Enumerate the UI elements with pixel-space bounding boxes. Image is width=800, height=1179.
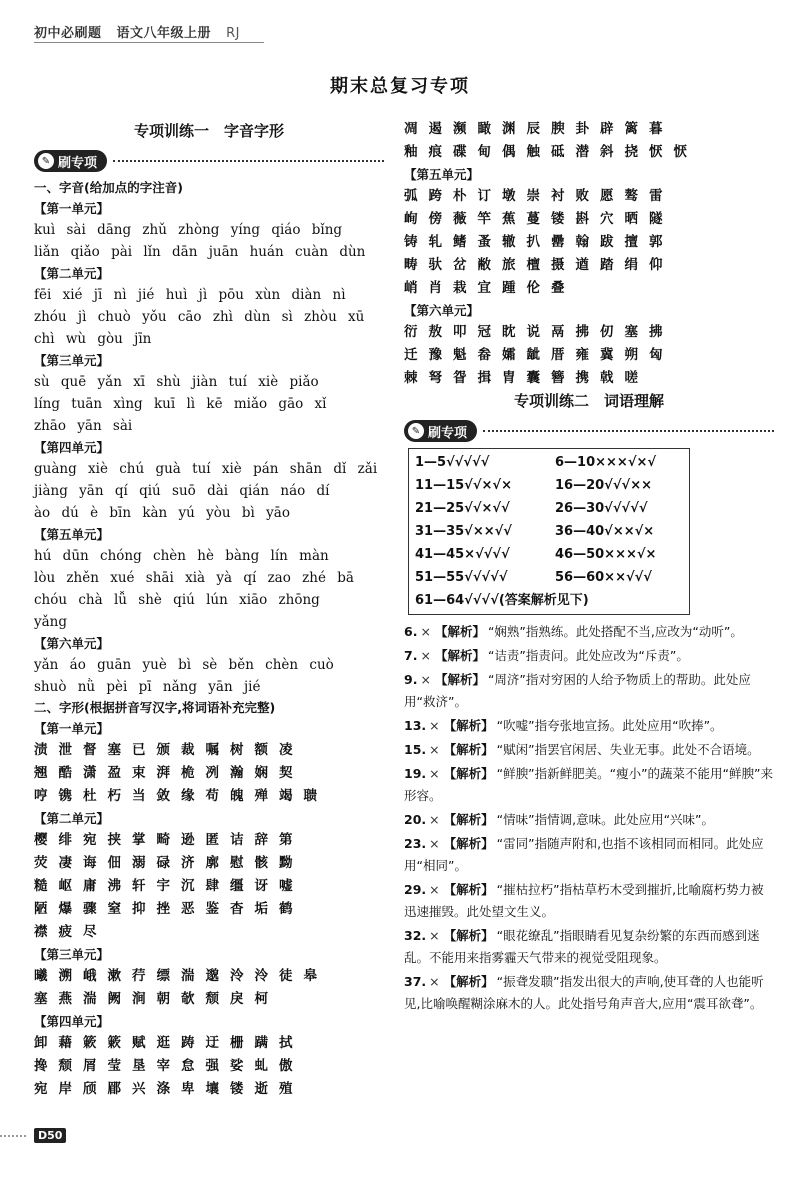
part-1-heading: 一、字音(给加点的字注音) xyxy=(34,180,183,195)
cross-mark: × xyxy=(429,928,440,943)
hanzi-line: 宛岸颀郿兴涤卑壤镂逝殖 xyxy=(34,1081,304,1097)
hanzi-line: 襟疲尽 xyxy=(34,924,108,940)
answer-row xyxy=(415,566,683,589)
pinyin-line: zhóu jì chuò yǒu cāo zhì dùn sì zhòu xū xyxy=(34,309,365,325)
running-header xyxy=(34,22,250,41)
pinyin-line: sù quē yǎn xī shù jiàn tuí xiè piǎo xyxy=(34,374,319,390)
pinyin-line: lòu zhěn xué shāi xià yà qí zao zhé bā xyxy=(34,570,354,586)
pinyin-units xyxy=(34,198,384,698)
hanzi-line: 卸藉簌簌赋逛踌迂栅蹒拭 xyxy=(34,1035,304,1051)
pinyin-line: zhāo yān sài xyxy=(34,418,133,434)
analysis-tag: 【解析】 xyxy=(434,624,485,639)
cross-mark: × xyxy=(429,812,440,827)
explanation-text: “鲜腴”指新鲜肥美。“瘦小”的蔬菜不能用“鲜腴”来形容。 xyxy=(404,766,774,803)
cross-mark: × xyxy=(429,882,440,897)
cross-mark: × xyxy=(420,648,431,663)
answer-cell: 31—35√××√√ xyxy=(415,524,512,539)
explanation-text: “娴熟”指熟练。此处搭配不当,应改为“动听”。 xyxy=(487,624,743,639)
hanzi-line: 峭肖栽宜踵伦叠 xyxy=(404,280,576,296)
unit-title: 【第一单元】 xyxy=(34,721,110,736)
section-title-2: 专项训练二 词语理解 xyxy=(513,392,664,410)
cross-mark: × xyxy=(429,974,440,989)
answer-row xyxy=(415,543,683,566)
answer-cell: 61—64√√√√(答案解析见下) xyxy=(415,593,589,608)
answer-row xyxy=(415,589,683,612)
cross-mark: × xyxy=(429,836,440,851)
unit-title: 【第五单元】 xyxy=(404,167,480,182)
hanzi-line: 衍敖叩冠眈说鬲拂仞塞拂 xyxy=(404,324,674,340)
cross-mark: × xyxy=(429,718,440,733)
unit-title: 【第六单元】 xyxy=(404,303,480,318)
analysis-tag: 【解析】 xyxy=(443,812,494,827)
explanation-text: “情味”指情调,意味。此处应用“兴味”。 xyxy=(496,812,715,827)
explanation-item xyxy=(404,925,774,969)
hanzi-line: 弧跨朴订墩崇衬败愿骜雷 xyxy=(404,188,674,204)
item-number: 6. xyxy=(404,624,418,639)
answer-cell: 41—45×√√√√ xyxy=(415,547,510,562)
hanzi-line: 峋傍薇竿蕉蔓镂斟穴晒隧 xyxy=(404,211,674,227)
analysis-tag: 【解析】 xyxy=(434,648,485,663)
item-number: 19. xyxy=(404,766,427,781)
explanation-text: “摧枯拉朽”指枯草朽木受到摧折,比喻腐朽势力被迅速摧毁。此处望文生义。 xyxy=(404,882,764,919)
cross-mark: × xyxy=(429,742,440,757)
answer-cell: 21—25√√×√√ xyxy=(415,501,510,516)
pinyin-line: yǎn áo guān yuè bì sè běn chèn cuò xyxy=(34,657,334,673)
item-number: 9. xyxy=(404,672,418,687)
explanation-item xyxy=(404,739,774,761)
answer-row xyxy=(415,474,683,497)
unit-title: 【第四单元】 xyxy=(34,1014,110,1029)
hanzi-line: 曦溯峨漱荇缥湍邈泠泠徒皋 xyxy=(34,968,328,984)
badge-row-2 xyxy=(404,418,774,444)
brush-icon: ✎ xyxy=(408,423,424,439)
analysis-tag: 【解析】 xyxy=(443,836,494,851)
item-number: 32. xyxy=(404,928,427,943)
hanzi-line: 釉痕碟甸偶触砥潜斜挠恹恹 xyxy=(404,144,698,160)
explanation-item xyxy=(404,971,774,1015)
cross-mark: × xyxy=(420,672,431,687)
pinyin-line: yǎng xyxy=(34,614,68,630)
analysis-tag: 【解析】 xyxy=(443,742,494,757)
hanzi-line: 陋爆骤窒抑挫恶鉴杳垢鹤 xyxy=(34,901,304,917)
answer-cell: 1—5√√√√√ xyxy=(415,455,490,470)
part-2-heading: 二、字形(根据拼音写汉字,将词语补充完整) xyxy=(34,700,276,715)
header-edition: RJ xyxy=(226,26,240,41)
answer-row xyxy=(415,451,683,474)
answer-cell: 51—55√√√√√ xyxy=(415,570,508,585)
answer-cell: 46—50×××√× xyxy=(555,547,657,562)
item-number: 23. xyxy=(404,836,427,851)
pinyin-line: chì wù gòu jīn xyxy=(34,331,152,347)
hanzi-line: 铸轧鳍蚤辙扒罍翰跋擅郭 xyxy=(404,234,674,250)
unit-title: 【第二单元】 xyxy=(34,811,110,826)
explanation-text: “周济”指对穷困的人给予物质上的帮助。此处应用“救济”。 xyxy=(404,672,751,709)
unit-title: 【第四单元】 xyxy=(34,440,110,455)
answer-cell: 16—20√√√×× xyxy=(555,478,652,493)
explanation-text: “雷同”指随声附和,也指不该相同而相同。此处应用“相同”。 xyxy=(404,836,764,873)
hanzi-line: 迁豫魁畚孀龇厝雍冀朔匈 xyxy=(404,347,674,363)
explanation-item xyxy=(404,809,774,831)
unit-title: 【第五单元】 xyxy=(34,527,110,542)
unit-title: 【第六单元】 xyxy=(34,636,110,651)
hanzi-line: 搀颓屑莹垦宰怠强娑虬傲 xyxy=(34,1058,304,1074)
dotted-divider xyxy=(113,160,384,162)
hanzi-line: 翘酷潇盈束湃桅冽瀚娴契 xyxy=(34,765,304,781)
answer-cell: 36—40√××√× xyxy=(555,524,655,539)
explanation-text: “赋闲”指罢官闲居、失业无事。此处不合语境。 xyxy=(496,742,760,757)
pinyin-line: shuò nǜ pèi pī nǎng yān jié xyxy=(34,679,261,695)
pinyin-line: kuì sài dāng zhǔ zhòng yíng qiáo bǐng xyxy=(34,222,343,238)
explanation-item xyxy=(404,645,774,667)
explanations xyxy=(404,621,774,1015)
hanzi-line: 塞燕湍阙涧朝欹颓戾柯 xyxy=(34,991,279,1007)
explanation-text: “吹嘘”指夸张地宣扬。此处应用“吹捧”。 xyxy=(496,718,723,733)
left-column xyxy=(34,120,384,1101)
cross-mark: × xyxy=(429,766,440,781)
item-number: 29. xyxy=(404,882,427,897)
pinyin-line: líng tuān xìng kuī lì kē miǎo gāo xǐ xyxy=(34,396,327,412)
header-rule xyxy=(34,42,264,43)
pinyin-line: jiàng yān qí qiú suō dài qián náo dí xyxy=(34,483,330,499)
hanzi-units-left xyxy=(34,718,384,1101)
explanation-item xyxy=(404,763,774,807)
analysis-tag: 【解析】 xyxy=(443,718,494,733)
hanzi-line: 樱绯宛挟掌畸逊匿诘辞第 xyxy=(34,832,304,848)
explanation-text: “诘责”指责问。此处应改为“斥责”。 xyxy=(487,648,689,663)
answer-row xyxy=(415,497,683,520)
dotted-divider xyxy=(483,430,774,432)
item-number: 37. xyxy=(404,974,427,989)
explanation-item xyxy=(404,669,774,713)
hanzi-line: 棘弩眢揖胄囊簪携戟嗟 xyxy=(404,370,649,386)
analysis-tag: 【解析】 xyxy=(443,882,494,897)
badge-label: 刷专项 xyxy=(58,155,98,171)
section-title-1: 专项训练一 字音字形 xyxy=(133,122,284,140)
unit-title: 【第三单元】 xyxy=(34,353,110,368)
analysis-tag: 【解析】 xyxy=(434,672,485,687)
pinyin-line: liǎn qiǎo pài lǐn dān juān huán cuàn dùn xyxy=(34,244,366,260)
pinyin-line: chóu chà lǚ shè qiú lún xiāo zhōng xyxy=(34,592,320,608)
explanation-item xyxy=(404,833,774,877)
answer-cell: 56—60××√√√ xyxy=(555,570,652,585)
badge-label: 刷专项 xyxy=(428,425,468,441)
pinyin-line: fēi xié jī nì jié huì jì pōu xùn diàn nì xyxy=(34,287,346,303)
badge-row-1 xyxy=(34,148,384,174)
answer-cell: 26—30√√√√√ xyxy=(555,501,648,516)
answer-box xyxy=(408,448,690,615)
unit-title: 【第一单元】 xyxy=(34,201,110,216)
brush-icon: ✎ xyxy=(38,153,54,169)
explanation-item xyxy=(404,879,774,923)
header-series: 初中必刷题 xyxy=(34,26,102,41)
explanation-item xyxy=(404,715,774,737)
analysis-tag: 【解析】 xyxy=(443,974,494,989)
pinyin-line: guàng xiè chú guà tuí xiè pán shān dǐ zǎi xyxy=(34,461,378,477)
item-number: 13. xyxy=(404,718,427,733)
item-number: 7. xyxy=(404,648,418,663)
pinyin-line: ào dú è bīn kàn yú yòu bì yāo xyxy=(34,505,290,521)
hanzi-line: 荧凄诲佃溺碌济廓慰骸黝 xyxy=(34,855,304,871)
hanzi-line: 糙岖庸沸轩宇沉肆缰讶嘘 xyxy=(34,878,304,894)
corner-dots xyxy=(0,1135,26,1137)
page-title: 期末总复习专项 xyxy=(330,76,470,97)
answer-cell: 11—15√√×√× xyxy=(415,478,512,493)
item-number: 20. xyxy=(404,812,427,827)
hanzi-line: 凋遏濒瞰渊辰腴卦辟篱暮 xyxy=(404,121,674,137)
hanzi-line: 哼镌杜朽当敛缘苟魄殚竭聩 xyxy=(34,788,328,804)
explanation-text: “眼花缭乱”指眼睛看见复杂纷繁的东西而感到迷乱。不能用来指雾霾天气带来的视觉受阻现象。 xyxy=(404,928,760,965)
hanzi-line: 渍泄督塞已颁裁嘱树额凌 xyxy=(34,742,304,758)
explanation-text: “振聋发聩”指发出很大的声响,使耳聋的人也能听见,比喻唤醒糊涂麻木的人。此处指号角声音大,应用“震耳欲聋”。 xyxy=(404,974,764,1011)
answer-cell: 6—10×××√×√ xyxy=(555,455,657,470)
page-number: D50 xyxy=(34,1128,66,1143)
badge-2 xyxy=(404,420,477,442)
header-subject: 语文八年级上册 xyxy=(116,26,212,41)
item-number: 15. xyxy=(404,742,427,757)
hanzi-line: 畴驮岔敝旅檀摄遒踏绢仰 xyxy=(404,257,674,273)
right-column xyxy=(404,118,774,1017)
explanation-item xyxy=(404,621,774,643)
unit-title: 【第三单元】 xyxy=(34,947,110,962)
badge-1 xyxy=(34,150,107,172)
analysis-tag: 【解析】 xyxy=(443,766,494,781)
pinyin-line: hú dūn chóng chèn hè bàng lín màn xyxy=(34,548,329,564)
cross-mark: × xyxy=(420,624,431,639)
analysis-tag: 【解析】 xyxy=(443,928,494,943)
unit-title: 【第二单元】 xyxy=(34,266,110,281)
answer-row xyxy=(415,520,683,543)
